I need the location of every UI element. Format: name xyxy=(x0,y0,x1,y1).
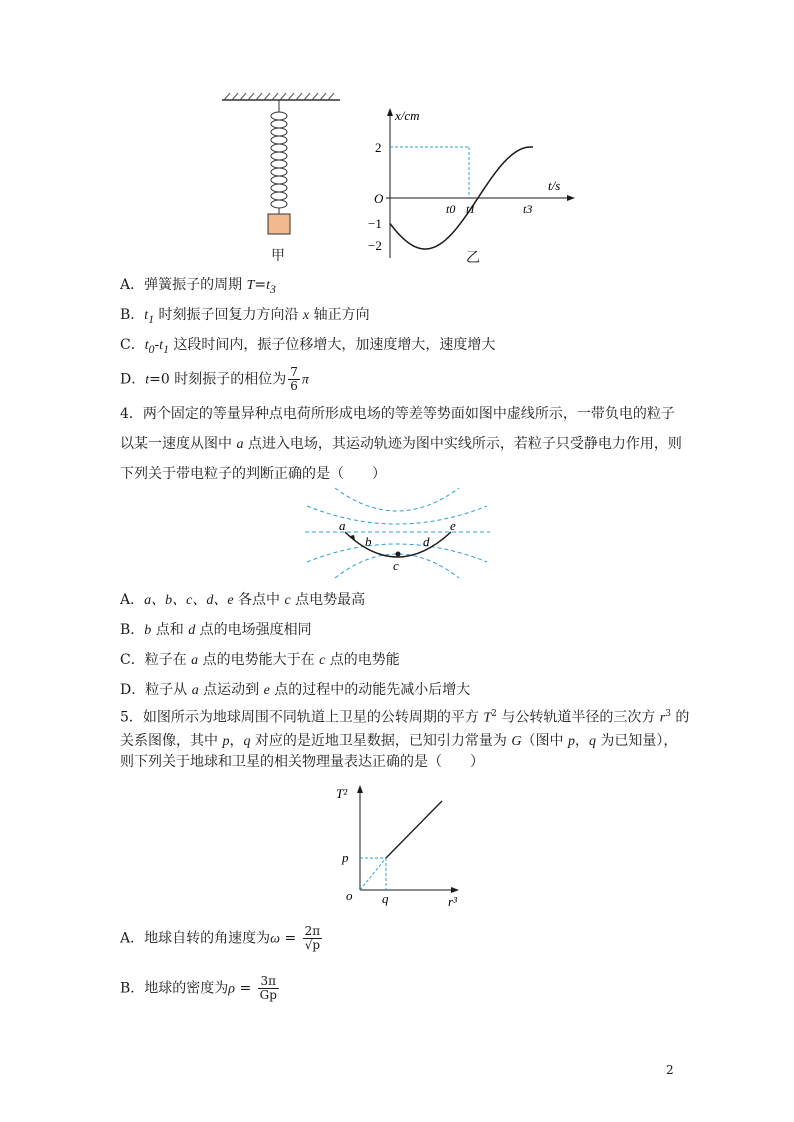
y-tick-2: 2 xyxy=(375,140,382,155)
q4-option-c: C．粒子在 a 点的电势能大于在 c 点的电势能 xyxy=(120,652,400,668)
point-b-label: b xyxy=(365,534,372,549)
equipotential-figure xyxy=(305,482,490,582)
q-label: q xyxy=(382,891,389,906)
origin-label: o xyxy=(346,888,353,903)
q5-option-a: A．地球自转的角速度为ω = $\frac{2\pi}{√p}$ xyxy=(120,924,321,952)
t2-r3-graph xyxy=(330,778,470,908)
q4-stem-line3: 下列关于带电粒子的判断正确的是（ ） xyxy=(120,466,386,482)
displacement-time-graph xyxy=(360,100,585,265)
q5-option-b: B．地球的密度为ρ = $\frac{3\pi}{Gp}$ xyxy=(120,974,277,1002)
q5-stem-line2: 关系图像，其中 p，q 对应的是近地卫星数据，已知引力常量为 G（图中 p，q 为已知量）， xyxy=(120,733,678,749)
q4-stem-line2: 以某一速度从图中 a 点进入电场，其运动轨迹为图中实线所示，若粒子只受静电力作用，则 xyxy=(120,436,682,452)
q4-option-d: D．粒子从 a 点运动到 e 点的过程中的动能先减小后增大 xyxy=(120,682,471,698)
point-d-label: d xyxy=(423,534,430,549)
x-tick-t3: t3 xyxy=(523,202,533,216)
x-axis-label: t/s xyxy=(548,178,561,193)
point-e-label: e xyxy=(450,518,456,533)
x-tick-t1: t1 xyxy=(466,202,476,216)
page-number: 2 xyxy=(666,1063,674,1077)
origin-label: O xyxy=(374,191,384,206)
point-a-label: a xyxy=(339,518,346,533)
figure-label-jia: 甲 xyxy=(271,248,285,264)
figure-label-yi: 乙 xyxy=(466,250,480,266)
y-axis-label: x/cm xyxy=(395,108,420,123)
q3-option-a: A．弹簧振子的周期 $T=t_3$ xyxy=(120,277,276,296)
q5-stem-line3: 则下列关于地球和卫星的相关物理量表达正确的是（ ） xyxy=(120,754,484,770)
y-axis-label: T² xyxy=(336,786,348,801)
q4-option-a: A．a、b、c、d、e 各点中 c 点电势最高 xyxy=(120,592,366,608)
y-tick-neg1: −1 xyxy=(368,216,382,231)
q4-option-b: B．b 点和 d 点的电场强度相同 xyxy=(120,622,312,638)
p-label: p xyxy=(342,850,349,865)
q3-option-c: C．$t_0-t_1$ 这段时间内，振子位移增大，加速度增大，速度增大 xyxy=(120,337,496,356)
y-tick-neg2: −2 xyxy=(368,238,382,253)
q4-stem-line1: 4．两个固定的等量异种点电荷所形成电场的等差等势面如图中虚线所示，一带负电的粒子 xyxy=(120,406,675,422)
spring-oscillator-figure xyxy=(210,92,350,267)
q3-option-b: B．$t_1$ 时刻振子回复力方向沿 x 轴正方向 xyxy=(120,307,370,326)
x-tick-t0: t0 xyxy=(446,202,456,216)
q5-stem-line1: 5．如图所示为地球周围不同轨道上卫星的公转周期的平方 $T^2$ 与公转轨道半径的三次方 $r^3$ 的 xyxy=(120,709,690,726)
q3-option-d: D．t=0 时刻振子的相位为 $\frac{7}{6}$ π xyxy=(120,365,309,393)
point-c-label: c xyxy=(393,558,399,573)
mass-block xyxy=(268,214,290,234)
x-axis-label: r³ xyxy=(448,894,457,908)
